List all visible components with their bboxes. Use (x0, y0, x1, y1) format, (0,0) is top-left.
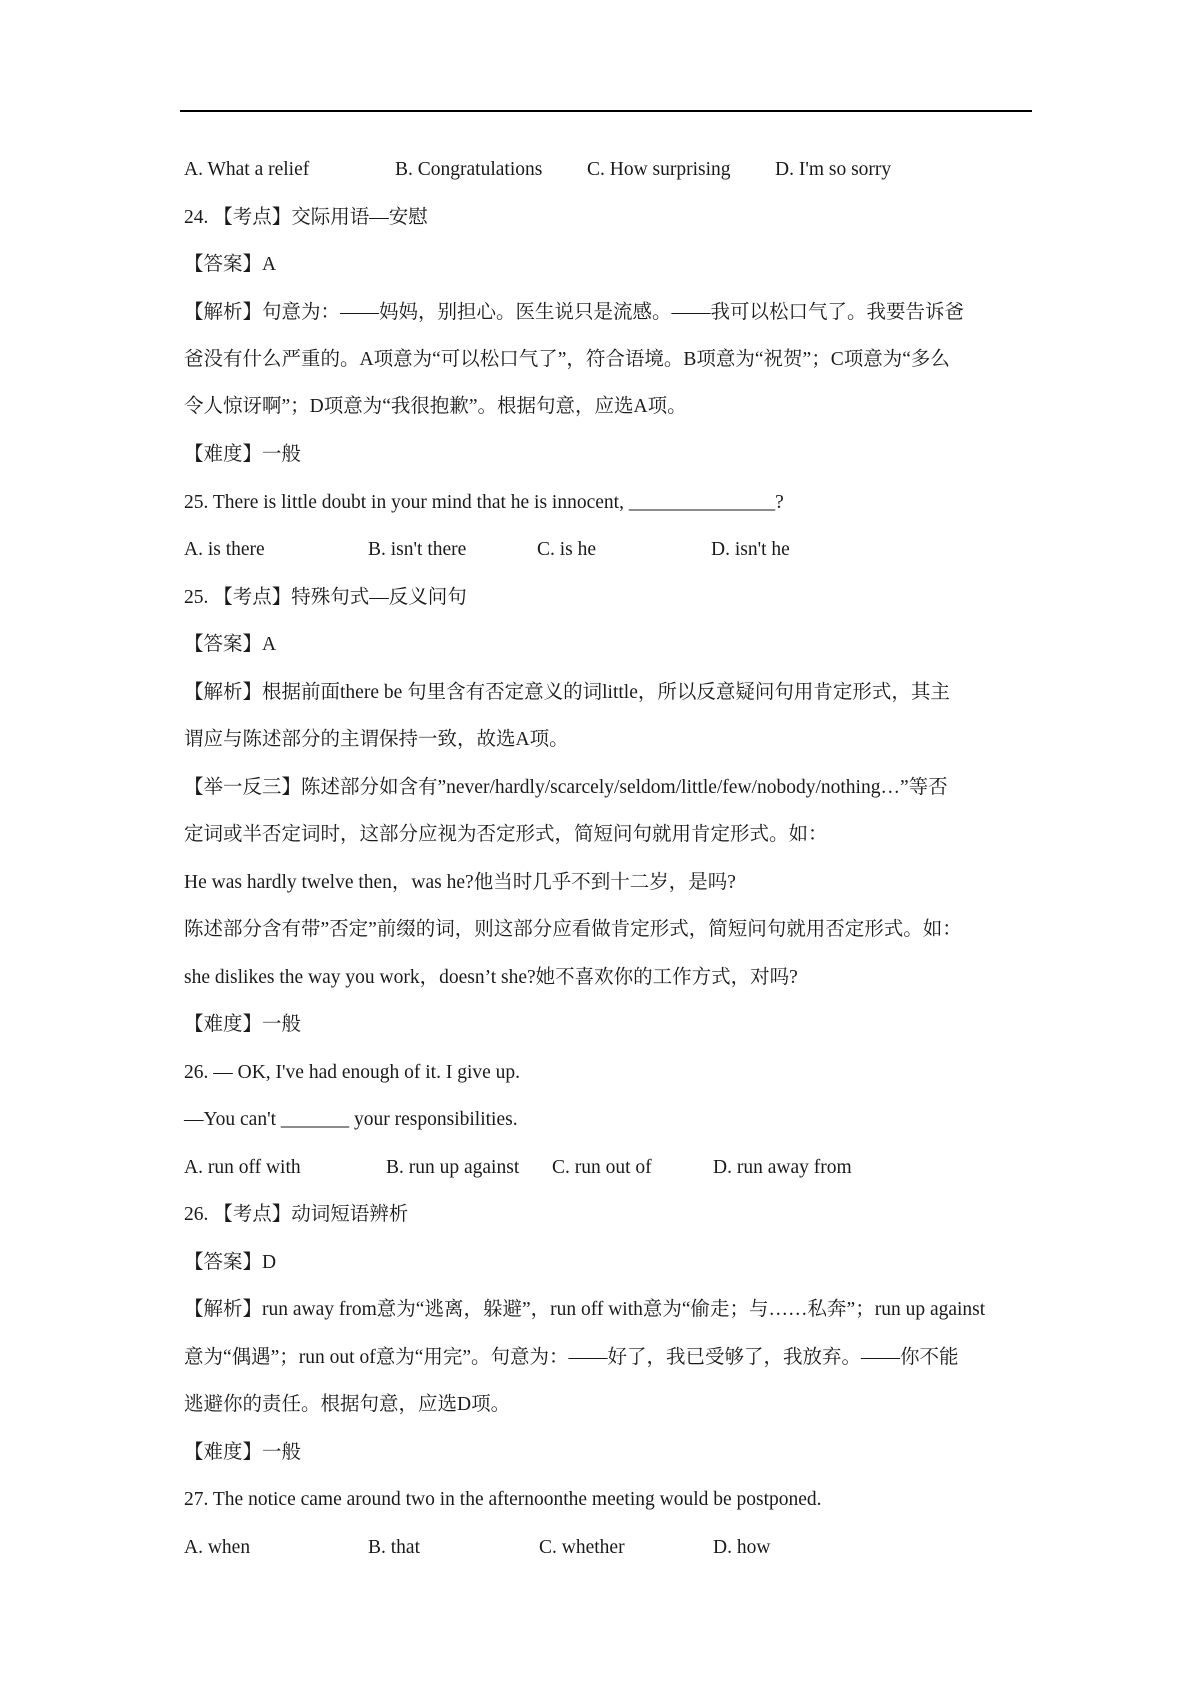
q25-analysis-line-1: 【解析】根据前面there be 句里含有否定意义的词little，所以反意疑问句用肯定形式，其主 (184, 682, 950, 703)
q25-extension-line-3: He was hardly twelve then，was he?他当时几乎不到十二岁，是吗? (184, 872, 736, 893)
q25-option-c: C. is he (537, 539, 597, 560)
q24-answer: 【答案】A (184, 254, 277, 275)
q26-analysis-line-1: 【解析】run away from意为“逃离，躲避”，run off with意为“偷走；与……私奔”；run up against (184, 1299, 986, 1320)
q25-difficulty: 【难度】一般 (184, 1014, 302, 1035)
q24-analysis-line-2: 爸没有什么严重的。A项意为“可以松口气了”，符合语境。B项意为“祝贺”；C项意为“多么 (184, 349, 950, 370)
q25-extension-line-5: she dislikes the way you work，doesn’t she?她不喜欢你的工作方式，对吗? (184, 967, 798, 988)
q25-option-b: B. isn't there (368, 539, 467, 560)
q27-option-c: C. whether (539, 1537, 625, 1558)
q23-option-b: B. Congratulations (395, 159, 543, 180)
q23-option-d: D. I'm so sorry (775, 159, 892, 180)
q25-extension-line-1: 【举一反三】陈述部分如含有”never/hardly/scarcely/seldom/little/few/nobody/nothing…”等否 (184, 777, 948, 798)
q25-extension-line-2: 定词或半否定词时，这部分应视为否定形式，简短问句就用肯定形式。如： (184, 824, 828, 845)
q26-answer: 【答案】D (184, 1252, 277, 1273)
q27-question: 27. The notice came around two in the afternoonthe meeting would be postponed. (184, 1489, 822, 1510)
q26-option-a: A. run off with (184, 1157, 301, 1178)
q26-option-b: B. run up against (386, 1157, 520, 1178)
q26-question-line-1: 26. — OK, I've had enough of it. I give up. (184, 1062, 521, 1083)
q23-option-a: A. What a relief (184, 159, 310, 180)
q25-option-a: A. is there (184, 539, 265, 560)
q26-point: 26. 【考点】动词短语辨析 (184, 1204, 409, 1225)
q26-difficulty: 【难度】一般 (184, 1442, 302, 1463)
header-rule (180, 110, 1032, 112)
q24-analysis-line-1: 【解析】句意为：——妈妈，别担心。医生说只是流感。——我可以松口气了。我要告诉爸 (184, 302, 965, 323)
q25-point: 25. 【考点】特殊句式—反义问句 (184, 587, 467, 608)
q25-extension-line-4: 陈述部分含有带”否定”前缀的词，则这部分应看做肯定形式，简短问句就用否定形式。如： (184, 919, 962, 940)
q27-option-b: B. that (368, 1537, 420, 1558)
q27-option-a: A. when (184, 1537, 251, 1558)
q23-option-c: C. How surprising (587, 159, 731, 180)
q24-difficulty: 【难度】一般 (184, 444, 302, 465)
q24-point: 24. 【考点】交际用语—安慰 (184, 207, 428, 228)
q26-analysis-line-3: 逃避你的责任。根据句意，应选D项。 (184, 1394, 511, 1415)
q25-question: 25. There is little doubt in your mind that he is innocent, _______________? (184, 492, 784, 513)
q26-question-line-2: —You can't _______ your responsibilities. (184, 1109, 518, 1130)
q26-option-c: C. run out of (552, 1157, 652, 1178)
q24-analysis-line-3: 令人惊讶啊”；D项意为“我很抱歉”。根据句意，应选A项。 (184, 396, 687, 417)
q26-option-d: D. run away from (713, 1157, 852, 1178)
q25-answer: 【答案】A (184, 634, 277, 655)
q26-analysis-line-2: 意为“偶遇”；run out of意为“用完”。句意为：——好了，我已受够了，我放弃。——你不能 (184, 1347, 959, 1368)
q27-option-d: D. how (713, 1537, 771, 1558)
q25-option-d: D. isn't he (711, 539, 790, 560)
q25-analysis-line-2: 谓应与陈述部分的主谓保持一致，故选A项。 (184, 729, 569, 750)
